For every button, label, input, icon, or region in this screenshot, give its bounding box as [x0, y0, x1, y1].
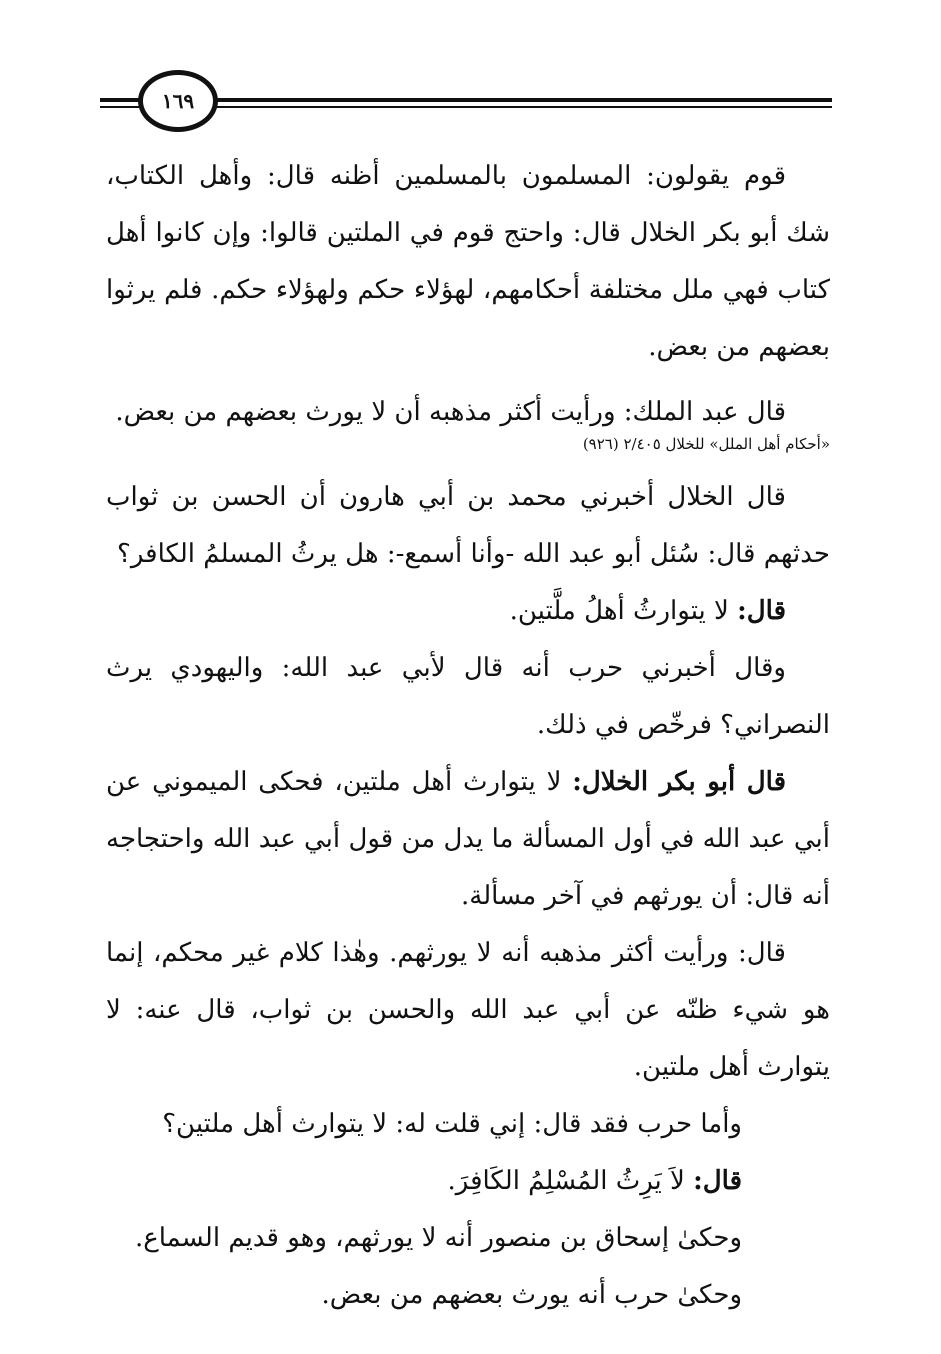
speaker-label: قال أبو بكر الخلال: [572, 767, 786, 797]
page-number: ١٦٩ [161, 89, 195, 113]
speaker-label: قال: [737, 596, 786, 626]
quote-text: لاَ يَرِثُ المُسْلِمُ الكَافِرَ. [447, 1166, 685, 1196]
paragraph-11: وحكىٰ حرب أنه يورث بعضهم من بعض. [321, 1280, 742, 1310]
paragraph-7: قال: ورأيت أكثر مذهبه أنه لا يورثهم. وهٰذا كلام غير محكم، إنما هو شيء ظنّه عن أبي عبد الله والحسن بن ثواب، قال عنه: لا يتوارث أهل ملتين. [106, 938, 830, 1082]
paragraph-3: قال الخلال أخبرني محمد بن أبي هارون أن الحسن بن ثواب حدثهم قال: سُئل أبو عبد الله -وأنا أسمع-: هل يرثُ المسلمُ الكافر؟ [106, 482, 830, 569]
quote-text: لا يتوارثُ أهلُ ملَّتين. [509, 596, 729, 626]
page-body [106, 148, 830, 1324]
page-header [100, 70, 832, 140]
paragraph-5: وقال أخبرني حرب أنه قال لأبي عبد الله: واليهودي يرث النصراني؟ فرخّص في ذلك. [106, 653, 830, 740]
speaker-label: قال: [693, 1166, 742, 1196]
paragraph-2: قال عبد الملك: ورأيت أكثر مذهبه أن لا يورث بعضهم من بعض. [115, 397, 786, 427]
paragraph-10: وحكىٰ إسحاق بن منصور أنه لا يورثهم، وهو قديم السماع. [134, 1223, 742, 1253]
page-number-badge [138, 70, 218, 132]
paragraph-9 [106, 1153, 830, 1210]
paragraph-text: لا يتوارث أهل ملتين، فحكى الميموني عن أبي عبد الله في أول المسألة ما يدل من قول أبي عبد الله واحتجاجه أنه قال: أن يورثهم في آخر مسألة. [106, 767, 831, 911]
paragraph-1: قوم يقولون: المسلمون بالمسلمين أظنه قال: وأهل الكتاب، شك أبو بكر الخلال قال: واحتج قوم في الملتين قالوا: وإن كانوا أهل كتاب فهي ملل مختلفة أحكامهم، لهؤلاء حكم ولهؤلاء حكم. فلم يرثوا بعضهم من بعض. [106, 161, 830, 362]
paragraph-8: وأما حرب فقد قال: إني قلت له: لا يتوارث أهل ملتين؟ [162, 1109, 742, 1139]
citation: «أحكام أهل الملل» للخلال ٢/٤٠٥ (٩٢٦) [582, 435, 830, 453]
paragraph-6 [106, 754, 830, 925]
paragraph-4 [106, 583, 830, 640]
